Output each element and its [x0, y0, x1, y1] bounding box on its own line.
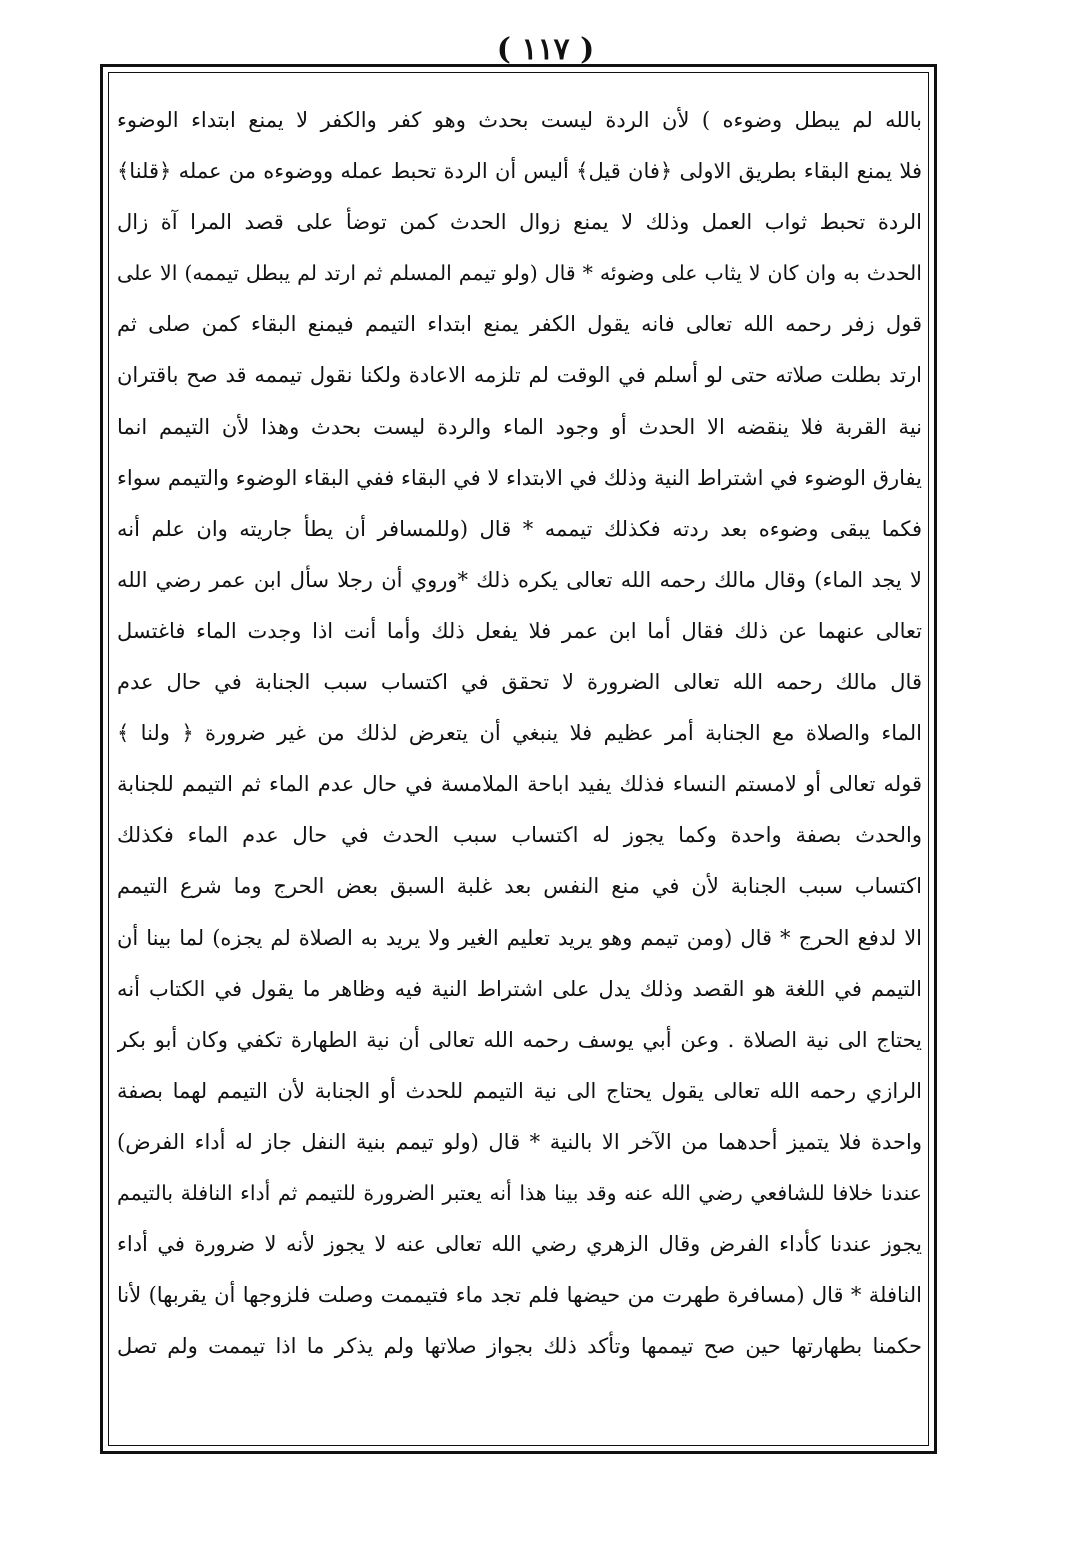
text-line: يفارق الوضوء في اشتراط النية وذلك في الابتداء لا في البقاء ففي البقاء الوضوء والتيمم سواء	[117, 465, 922, 490]
text-line: فكما يبقى وضوءه بعد ردته فكذلك تيممه * قال (وللمسافر أن يطأ جاريته وان علم أنه	[117, 516, 922, 541]
page-number: ( ١١٧ )	[496, 32, 595, 67]
text-line: يحتاج الى نية الصلاة . وعن أبي يوسف رحمه الله تعالى أن نية الطهارة تكفي وكان أبو بكر	[117, 1027, 922, 1052]
text-line: يجوز عندنا كأداء الفرض وقال الزهري رضي الله تعالى عنه لا يجوز لأنه لا ضرورة في أداء	[117, 1232, 922, 1257]
text-line: ارتد بطلت صلاته حتى لو أسلم في الوقت لم تلزمه الاعادة ولكنا نقول تيممه قد صح باقتران	[117, 363, 922, 388]
text-body	[117, 95, 922, 1372]
text-line: الماء والصلاة مع الجنابة أمر عظيم فلا ينبغي أن يتعرض لذلك من غير ضرورة ﴿ ولنا ﴾	[117, 721, 922, 746]
text-line: قوله تعالى أو لامستم النساء فذلك يفيد اباحة الملامسة في حال عدم الماء ثم التيمم للجنابة	[117, 772, 922, 797]
text-line: نية القربة فلا ينقضه الا الحدث أو وجود الماء والردة ليست بحدث وهذا لأن التيمم انما	[117, 414, 922, 439]
text-line: الا لدفع الحرج * قال (ومن تيمم وهو يريد تعليم الغير ولا يريد به الصلاة لم يجزه) لما بينا أن	[117, 925, 922, 950]
text-line: عندنا خلافا للشافعي رضي الله عنه وقد بينا هذا أنه يعتبر الضرورة للتيمم ثم أداء النافلة بالتيمم	[117, 1180, 922, 1205]
text-line: والحدث بصفة واحدة وكما يجوز له اكتساب سبب الحدث في حال عدم الماء فكذلك	[117, 823, 922, 848]
page-frame	[100, 64, 937, 1454]
text-line: فلا يمنع البقاء بطريق الاولى ﴿فان قيل﴾ أليس أن الردة تحبط عمله ووضوءه من عمله ﴿قلنا﴾	[117, 159, 922, 184]
text-line: تعالى عنهما عن ذلك فقال أما ابن عمر فلا يفعل ذلك وأما أنت اذا وجدت الماء فاغتسل	[117, 618, 922, 643]
text-line: الردة تحبط ثواب العمل وذلك لا يمنع زوال الحدث كمن توضأ على قصد المرا آة زال	[117, 210, 922, 235]
text-line: قال مالك رحمه الله تعالى الضرورة لا تحقق في اكتساب سبب الجنابة في حال عدم	[117, 670, 922, 695]
text-line: حكمنا بطهارتها حين صح تيممها وتأكد ذلك بجواز صلاتها ولم يذكر ما اذا تيممت ولم تصل	[117, 1334, 922, 1359]
text-line: التيمم في اللغة هو القصد وذلك يدل على اشتراط النية فيه وظاهر ما يقول في الكتاب أنه	[117, 976, 922, 1001]
text-line: الرازي رحمه الله تعالى يقول يحتاج الى نية التيمم للحدث أو الجنابة لأن التيمم لهما بصفة	[117, 1078, 922, 1103]
text-line: قول زفر رحمه الله تعالى فانه يقول الكفر يمنع ابتداء التيمم فيمنع البقاء كمن صلى ثم	[117, 312, 922, 337]
text-line: اكتساب سبب الجنابة لأن في منع النفس بعد غلبة السبق بعض الحرج وما شرع التيمم	[117, 874, 922, 899]
text-line: بالله لم يبطل وضوءه ) لأن الردة ليست بحدث وهو كفر والكفر لا يمنع ابتداء الوضوء	[117, 108, 922, 132]
text-line: الحدث به وان كان لا يثاب على وضوئه * قال (ولو تيمم المسلم ثم ارتد لم يبطل تيممه) الا على	[117, 261, 922, 286]
text-line: واحدة فلا يتميز أحدهما من الآخر الا بالنية * قال (ولو تيمم بنية النفل جاز له أداء الفرض)	[117, 1129, 922, 1154]
text-line: النافلة * قال (مسافرة طهرت من حيضها فلم تجد ماء فتيممت وصلت فلزوجها أن يقربها) لأنا	[117, 1283, 922, 1308]
text-line: لا يجد الماء) وقال مالك رحمه الله تعالى يكره ذلك *وروي أن رجلا سأل ابن عمر رضي الله	[117, 567, 922, 592]
